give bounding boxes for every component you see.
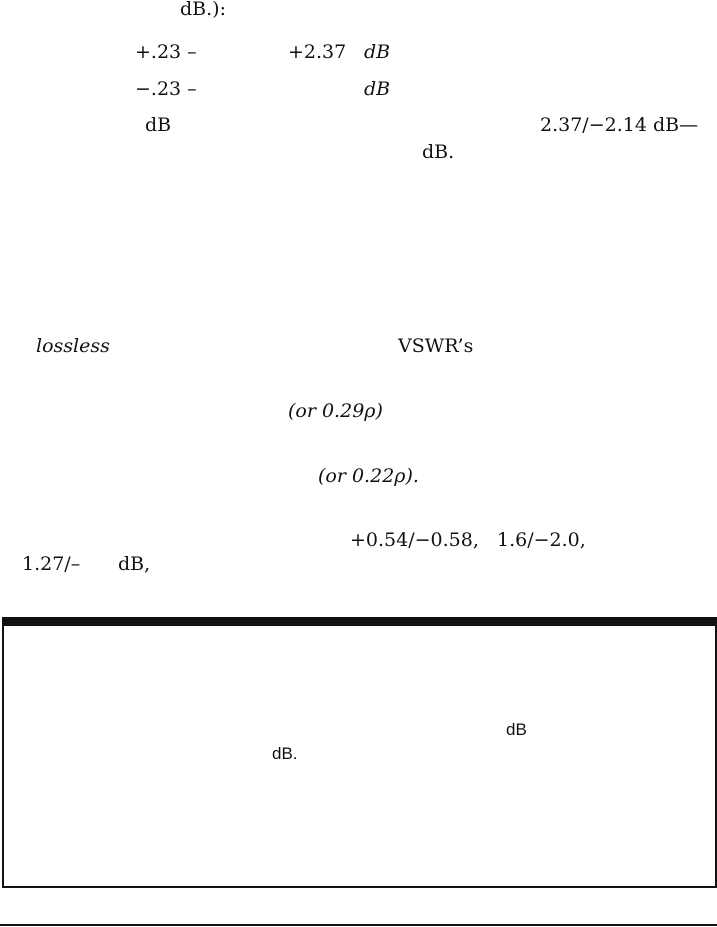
- bottom-rule: [0, 924, 717, 926]
- text-fragment: VSWR’s: [398, 335, 474, 357]
- box-text-fragment: dB.: [272, 744, 298, 763]
- text-fragment: dB: [145, 114, 172, 136]
- text-fragment: (or 0.22ρ).: [318, 465, 419, 487]
- text-fragment: lossless: [36, 335, 110, 357]
- text-fragment: 1.6/−2.0,: [497, 529, 586, 551]
- text-fragment: dB.: [422, 141, 455, 163]
- text-fragment: dB: [364, 78, 391, 100]
- text-fragment: +0.54/−0.58,: [350, 529, 479, 551]
- text-fragment: +.23 –: [135, 41, 197, 63]
- text-fragment: 2.37/−2.14 dB—: [540, 114, 699, 136]
- text-fragment: (or 0.29ρ): [288, 400, 383, 422]
- box-text-fragment: dB: [506, 720, 527, 739]
- text-fragment: dB,: [118, 553, 151, 575]
- boxed-panel: [2, 617, 717, 888]
- text-fragment: dB.):: [180, 0, 226, 20]
- text-fragment: dB: [364, 41, 391, 63]
- text-fragment: −.23 –: [135, 78, 197, 100]
- text-fragment: +2.37: [288, 41, 347, 63]
- text-fragment: 1.27/–: [22, 553, 81, 575]
